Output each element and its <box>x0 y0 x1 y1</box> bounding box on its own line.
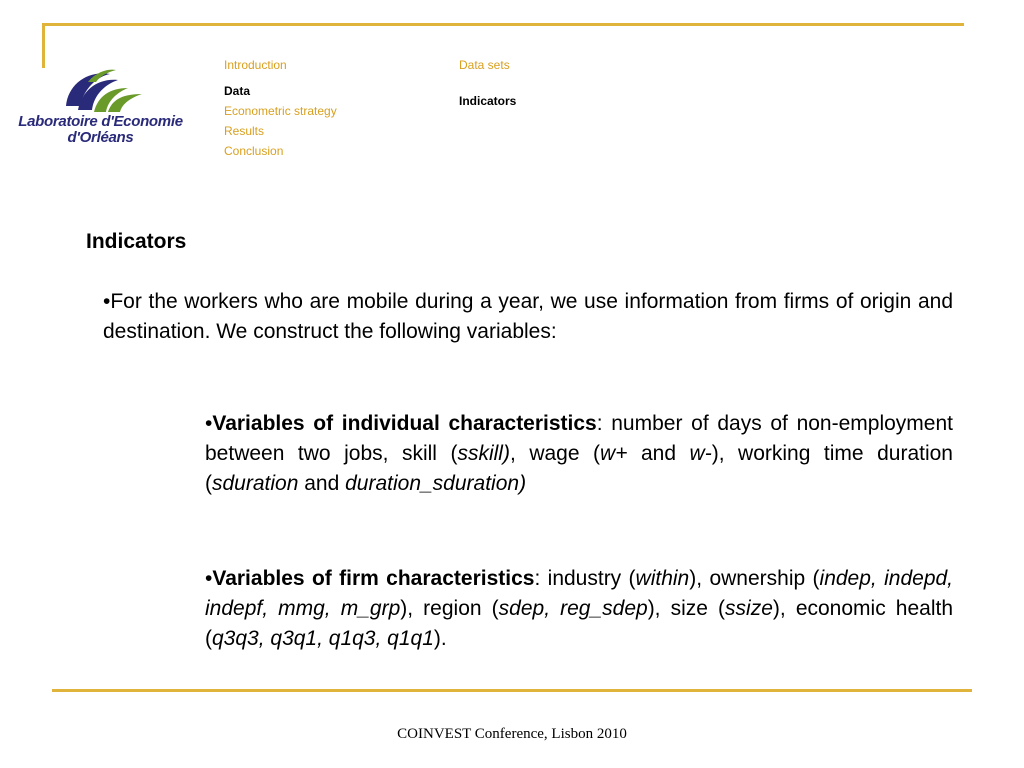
var-duration-sduration: duration_sduration) <box>345 472 527 495</box>
nav-conclusion[interactable]: Conclusion <box>224 144 284 158</box>
firm-text-5: ), economic health ( <box>205 597 954 650</box>
lab-logo-icon <box>58 66 148 116</box>
firm-text-6: ). <box>433 627 447 650</box>
top-rule <box>42 23 964 26</box>
slide-title: Indicators <box>86 230 187 253</box>
lab-logo-text <box>18 114 183 146</box>
nav-introduction[interactable]: Introduction <box>224 58 287 72</box>
firm-characteristics-bullet <box>205 564 953 654</box>
individual-text-3: and <box>627 442 690 465</box>
nav-indicators[interactable]: Indicators <box>459 94 517 108</box>
firm-text-3: ), region ( <box>400 597 499 620</box>
nav-data[interactable]: Data <box>224 84 251 98</box>
individual-characteristics-bullet <box>205 409 953 499</box>
var-sskill: sskill) <box>457 442 510 465</box>
lab-logo-line2: d'Orléans <box>67 129 134 146</box>
firm-text-4: ), size ( <box>647 597 726 620</box>
var-ownership: indep, indepd, indepf, mmg, m_grp <box>205 567 954 620</box>
individual-text-2: , wage ( <box>509 442 601 465</box>
subsection-nav <box>459 55 516 111</box>
bottom-rule <box>52 689 972 692</box>
bullet-marker: • <box>205 412 213 435</box>
bullet-marker: • <box>205 567 213 590</box>
individual-text-5: and <box>298 472 346 495</box>
section-nav <box>224 55 337 161</box>
nav-econometric-strategy[interactable]: Econometric strategy <box>224 104 337 118</box>
var-w-plus: w+ <box>600 442 628 465</box>
intro-paragraph: •For the workers who are mobile during a year, we use information from firms of origin and destination. We construct the following variables: <box>103 290 953 343</box>
individual-text-4: ), working time duration ( <box>205 442 953 495</box>
nav-data-sets[interactable]: Data sets <box>459 58 510 72</box>
lab-logo-line1: Laboratoire d'Economie <box>18 113 183 130</box>
var-sduration: sduration <box>212 472 299 495</box>
var-ssize: ssize <box>725 597 773 620</box>
var-w-minus: w- <box>689 442 712 465</box>
individual-heading: Variables of individual characteristics <box>212 412 597 435</box>
var-region: sdep, reg_sdep <box>498 597 648 620</box>
footer-text: COINVEST Conference, Lisbon 2010 <box>397 726 627 742</box>
firm-text-2: ), ownership ( <box>689 567 820 590</box>
firm-text-1: : industry ( <box>534 567 636 590</box>
lab-logo <box>18 62 183 152</box>
var-economic-health: q3q3, q3q1, q1q3, q1q1 <box>212 627 434 650</box>
nav-results[interactable]: Results <box>224 124 265 138</box>
firm-heading: Variables of firm characteristics <box>212 567 535 590</box>
var-within: within <box>635 567 690 590</box>
individual-text-1: : number of days of non-employment between two jobs, skill ( <box>205 412 953 465</box>
